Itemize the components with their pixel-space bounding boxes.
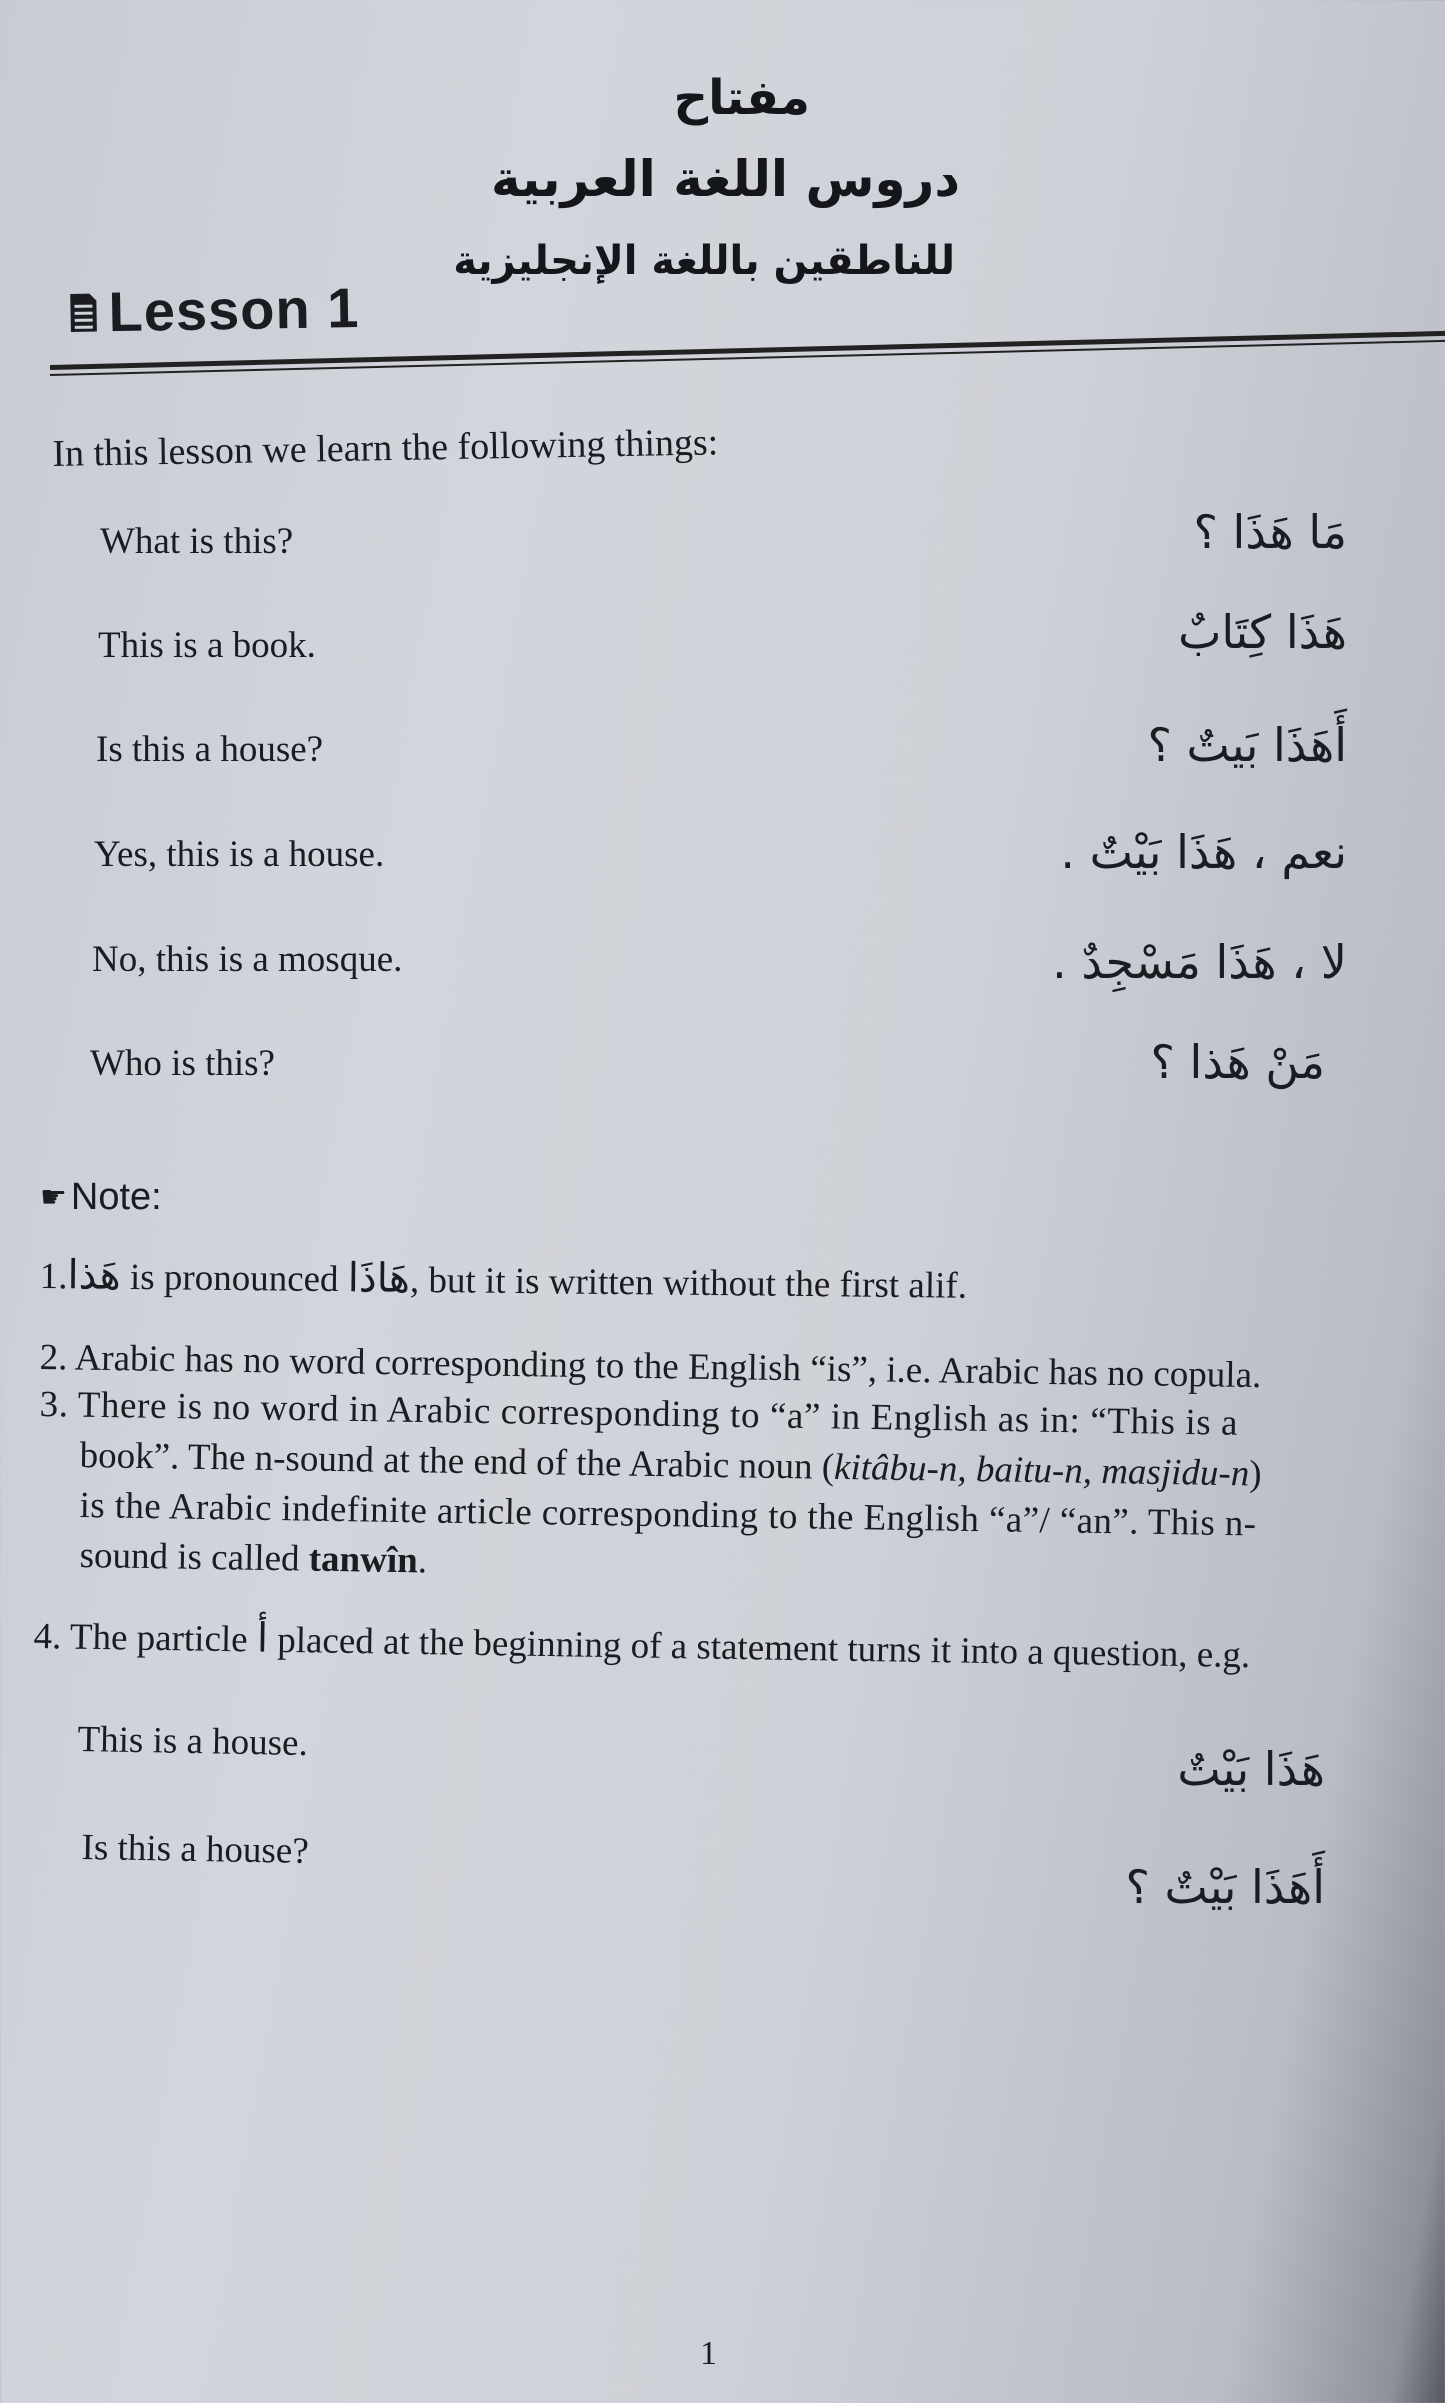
note-4-arabic-particle: أ (256, 1615, 269, 1662)
note-3-line-3: is the Arabic indefinite article corresponding to the English “a”/ “an”. This n- (79, 1484, 1257, 1545)
note-3-line-2-examples: kitâbu-n, baitu-n, masjidu-n (833, 1446, 1250, 1495)
phrase-ar-6: مَنْ هَذا ؟ (1150, 1035, 1325, 1089)
lesson-title (68, 275, 360, 345)
note-4-text-end: placed at the beginning of a statement turns it into a question, e.g. (267, 1619, 1251, 1677)
phrase-ar-5: لا ، هَذَا مَسْجِدٌ . (1052, 935, 1347, 989)
phrase-en-6: Who is this? (90, 1043, 275, 1084)
phrase-ar-2: هَذَا كِتَابٌ (1178, 605, 1347, 659)
note-1-text-mid: is pronounced (120, 1256, 349, 1301)
note-2: 2. Arabic has no word corresponding to the English “is”, i.e. Arabic has no copula. (39, 1336, 1262, 1397)
heading-rule-thin (50, 340, 1445, 376)
note-3-tanwin: tanwîn (308, 1538, 419, 1582)
example-en-1: This is a house. (77, 1718, 309, 1765)
document-icon (68, 291, 99, 334)
header-arabic-line-1: مفتاح (673, 70, 810, 126)
phrase-en-1: What is this? (100, 521, 294, 562)
note-heading (40, 1176, 162, 1219)
note-3-line-4-period: . (417, 1540, 428, 1582)
page-number: 1 (700, 2335, 717, 2372)
note-4 (33, 1612, 1250, 1677)
phrase-en-5: No, this is a mosque. (92, 939, 403, 980)
pointing-hand-icon: ☛ (40, 1180, 67, 1215)
header-arabic-line-2: دروس اللغة العربية (491, 150, 960, 208)
note-3-line-2-close: ) (1248, 1453, 1262, 1495)
header-arabic-line-3: للناطقين باللغة الإنجليزية (453, 238, 955, 284)
note-1 (40, 1252, 968, 1308)
phrase-en-2: This is a book. (98, 625, 316, 666)
note-1-arabic-pronunciation: هَاذَا (347, 1255, 411, 1302)
note-1-number: 1. (39, 1255, 68, 1298)
intro-text: In this lesson we learn the following things: (52, 421, 719, 475)
note-3-line-1: 3. There is no word in Arabic corresponding to “a” in English as in: “This is a (39, 1383, 1239, 1444)
note-3-line-4-text: sound is called (79, 1534, 310, 1580)
example-en-2: Is this a house? (81, 1826, 310, 1872)
phrase-ar-4: نعم ، هَذَا بَيْتٌ . (1060, 825, 1347, 879)
phrase-en-3: Is this a house? (96, 729, 324, 770)
example-ar-1: هَذَا بَيْتٌ (1177, 1742, 1325, 1796)
note-heading-text: Note: (70, 1176, 162, 1218)
note-3-line-2-text: book”. The n-sound at the end of the Arabic noun ( (79, 1434, 835, 1488)
example-ar-2: أَهَذَا بَيْتٌ ؟ (1125, 1860, 1325, 1914)
phrase-ar-3: أَهَذَا بَيتٌ ؟ (1147, 718, 1347, 772)
note-1-text-end: , but it is written without the first alif. (409, 1259, 968, 1307)
note-1-arabic-word: هَذا (67, 1252, 121, 1299)
lesson-label: Lesson 1 (108, 275, 360, 344)
phrase-ar-1: مَا هَذَا ؟ (1193, 505, 1347, 559)
phrase-en-4: Yes, this is a house. (94, 834, 385, 875)
note-3-line-4 (79, 1534, 427, 1582)
note-4-text-start: 4. The particle (33, 1615, 258, 1661)
